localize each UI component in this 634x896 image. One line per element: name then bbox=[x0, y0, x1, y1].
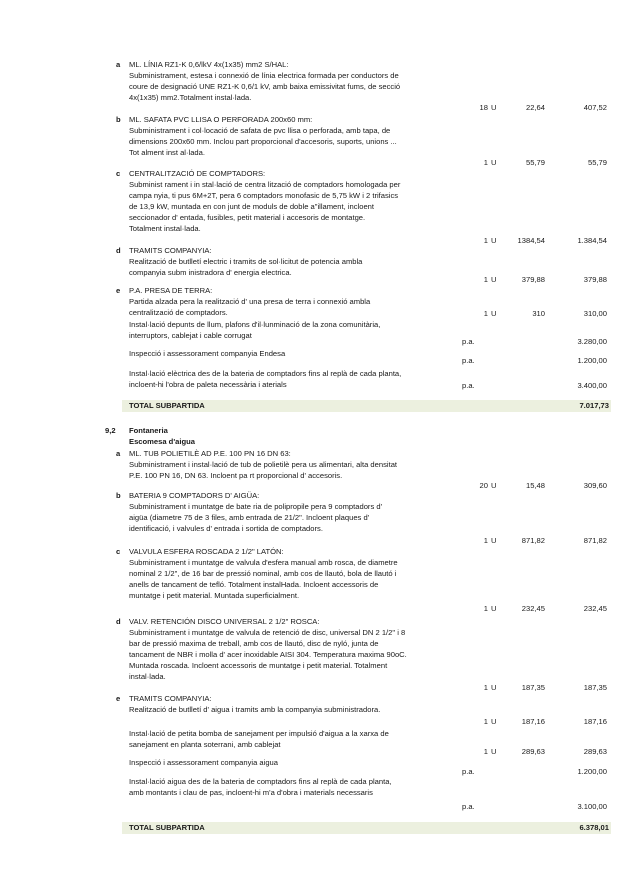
subtotal-row bbox=[122, 400, 611, 412]
subtotal-value: 7.017,73 bbox=[579, 401, 609, 410]
item-letter: a bbox=[116, 449, 121, 458]
item-unit: U bbox=[491, 236, 497, 245]
item-price: 187,35 bbox=[521, 683, 545, 692]
item-letter: e bbox=[116, 694, 121, 703]
item-unit: U bbox=[491, 717, 497, 726]
item-quantity: 1 bbox=[483, 158, 488, 167]
item-quantity: 1 bbox=[483, 536, 488, 545]
item-price: 22,64 bbox=[525, 103, 545, 112]
item-unit: U bbox=[491, 309, 497, 318]
item-desc-line: Subministrament, estesa i connexió de línia electrica formada per conductors de bbox=[129, 71, 399, 80]
item-desc-line: Muntada roscada. Incloent accessoris de muntatge i petit material. Totalment bbox=[129, 661, 388, 670]
item-desc-line: seccionador d' entada, fusibles, petit material i accesoris de montatge. bbox=[129, 213, 366, 222]
item-desc-line: dimensions 200x60 mm. Inclou part proporcional d'accesoris, suports, unions ... bbox=[129, 137, 397, 146]
pa-desc-line: Instal·lació aigua des de la bateria de comptadors fins al replà de cada planta, bbox=[129, 777, 392, 786]
section-title: Fontaneria bbox=[129, 426, 168, 435]
item-desc-line: coure de designació UNE RZ1-K 0,6/1 kV, amb baixa emissivitat fums, de secció bbox=[129, 82, 401, 91]
subtotal-label: TOTAL SUBPARTIDA bbox=[129, 823, 205, 832]
item-title: ML. TUB POLIETILÈ AD P.E. 100 PN 16 DN 63: bbox=[129, 449, 291, 458]
subtotal-label: TOTAL SUBPARTIDA bbox=[129, 401, 205, 410]
item-desc-line: Tot alment inst al·lada. bbox=[129, 148, 205, 157]
item-amount: 187,16 bbox=[583, 717, 607, 726]
item-desc-line: tancament de NBR i molla d' acer inoxidable AISI 304. Temperatura maxima 90oC. bbox=[129, 650, 407, 659]
item-desc-line: Partida alzada pera la realització d' una presa de terra i connexió ambla bbox=[129, 297, 371, 306]
item-unit: U bbox=[491, 158, 497, 167]
item-letter: c bbox=[116, 547, 121, 556]
pa-unit: p.a. bbox=[462, 337, 475, 346]
item-price: 871,82 bbox=[521, 536, 545, 545]
item-unit: U bbox=[491, 481, 497, 490]
item-price: 187,16 bbox=[521, 717, 545, 726]
item-title: VALV. RETENCIÓN DISCO UNIVERSAL 2 1/2" ROSCA: bbox=[129, 617, 320, 626]
item-desc-line: sanejament en planta soterrani, amb cablejat bbox=[129, 740, 281, 749]
item-quantity: 18 bbox=[479, 103, 488, 112]
item-desc-line: instal·lada. bbox=[129, 672, 166, 681]
item-quantity: 1 bbox=[483, 683, 488, 692]
item-desc-line: identificació, i valvules d' entrada i sortida de comptadors. bbox=[129, 524, 323, 533]
item-amount: 289,63 bbox=[583, 747, 607, 756]
item-quantity: 1 bbox=[483, 309, 488, 318]
item-desc-line: Realització de butlletí d' aigua i tramits amb la companyia subministradora. bbox=[129, 705, 381, 714]
item-amount: 379,88 bbox=[583, 275, 607, 284]
item-desc-line: Subministrament i muntatge de valvula de retenció de disc, universal DN 2 1/2" i 8 bbox=[129, 628, 406, 637]
item-letter: e bbox=[116, 286, 121, 295]
item-amount: 1.384,54 bbox=[577, 236, 607, 245]
item-amount: 232,45 bbox=[583, 604, 607, 613]
pa-desc-line: Inspecció i assessorament companyia aigua bbox=[129, 758, 279, 767]
item-letter: b bbox=[116, 491, 121, 500]
item-desc-line: bar de pressió maxima de treball, amb cos de llautó, disc de nyló, junta de bbox=[129, 639, 379, 648]
item-title: ML. LÍNIA RZ1-K 0,6/lkV 4x(1x35) mm2 S/HAL: bbox=[129, 60, 289, 69]
pa-amount: 3.400,00 bbox=[577, 381, 607, 390]
item-desc-line: aigüa (diametre 75 de 3 files, amb entrada de 21/2". Incloent plaques d' bbox=[129, 513, 370, 522]
item-desc-line: de 13,9 kW, muntada en con junt de moduls de doble a"illament, incloent bbox=[129, 202, 375, 211]
subtotal-row bbox=[122, 822, 611, 834]
item-unit: U bbox=[491, 103, 497, 112]
item-desc-line: Instal·lació de petita bomba de sanejament per impulsió d'aigua a la xarxa de bbox=[129, 729, 389, 738]
item-letter: c bbox=[116, 169, 121, 178]
section-number: 9,2 bbox=[105, 426, 116, 435]
pa-amount: 1.200,00 bbox=[577, 767, 607, 776]
item-quantity: 1 bbox=[483, 747, 488, 756]
item-desc-line: companyia subm inistradora d' energia electrica. bbox=[129, 268, 292, 277]
item-unit: U bbox=[491, 275, 497, 284]
item-desc-line: anells de tancament de tefló. Totalment instalHada. Incloent accessoris de bbox=[129, 580, 379, 589]
item-desc-line: muntatge i petit material. Muntada superficialment. bbox=[129, 591, 300, 600]
item-unit: U bbox=[491, 536, 497, 545]
item-unit: U bbox=[491, 683, 497, 692]
item-letter: a bbox=[116, 60, 121, 69]
item-desc-line: nominal 2 1/2", de 16 bar de pressió nominal, amb cos de llautó, bola de llautó i bbox=[129, 569, 397, 578]
item-amount: 407,52 bbox=[583, 103, 607, 112]
item-title: TRAMITS COMPANYIA: bbox=[129, 694, 212, 703]
item-amount: 310,00 bbox=[583, 309, 607, 318]
item-desc-line: Subministrament i col·locació de safata de pvc llisa o perforada, amb tapa, de bbox=[129, 126, 391, 135]
pa-unit: p.a. bbox=[462, 767, 475, 776]
item-letter: d bbox=[116, 617, 121, 626]
item-title: VALVULA ESFERA ROSCADA 2 1/2" LATÓN: bbox=[129, 547, 284, 556]
pa-unit: p.a. bbox=[462, 802, 475, 811]
pa-desc-line: incloent-hi l'obra de paleta necessària i aterials bbox=[129, 380, 287, 389]
item-amount: 55,79 bbox=[587, 158, 607, 167]
pa-desc-line: amb montants i clau de pas, incloent-hi m'a d'obra i materials necessaris bbox=[129, 788, 373, 797]
pa-amount: 1.200,00 bbox=[577, 356, 607, 365]
item-price: 379,88 bbox=[521, 275, 545, 284]
item-letter: d bbox=[116, 246, 121, 255]
item-quantity: 1 bbox=[483, 275, 488, 284]
item-title: TRAMITS COMPANYIA: bbox=[129, 246, 212, 255]
item-desc-line: centralització de comptadors. bbox=[129, 308, 228, 317]
item-price: 232,45 bbox=[521, 604, 545, 613]
item-quantity: 1 bbox=[483, 717, 488, 726]
item-unit: U bbox=[491, 604, 497, 613]
item-title: BATERIA 9 COMPTADORS D' AIGÜA: bbox=[129, 491, 260, 500]
item-desc-line: Subministrament i muntatge de bate ria de polipropile pera 9 comptadors d' bbox=[129, 502, 383, 511]
pa-desc-line: Instal·lació elèctrica des de la bateria de comptadors fins al replà de cada planta, bbox=[129, 369, 402, 378]
item-amount: 187,35 bbox=[583, 683, 607, 692]
item-desc-line: 4x(1x35) mm2.Totalment instal·lada. bbox=[129, 93, 252, 102]
pa-desc-line: Inspecció i assessorament companyia Endesa bbox=[129, 349, 286, 358]
pa-desc-line: interruptors, cablejat i cable corrugat bbox=[129, 331, 252, 340]
item-letter: b bbox=[116, 115, 121, 124]
pa-amount: 3.280,00 bbox=[577, 337, 607, 346]
pa-desc-line: Instal·lació depunts de llum, plafons d'il·lunminació de la zona comunitària, bbox=[129, 320, 381, 329]
item-title: CENTRALITZACIÓ DE COMPTADORS: bbox=[129, 169, 266, 178]
item-unit: U bbox=[491, 747, 497, 756]
item-price: 289,63 bbox=[521, 747, 545, 756]
item-title: P.A. PRESA DE TERRA: bbox=[129, 286, 213, 295]
item-desc-line: Totalment instal·lada. bbox=[129, 224, 201, 233]
item-price: 55,79 bbox=[525, 158, 545, 167]
pa-unit: p.a. bbox=[462, 356, 475, 365]
item-desc-line: Realització de butlletí electric i tramits de sol·licitut de potencia ambla bbox=[129, 257, 363, 266]
item-quantity: 1 bbox=[483, 236, 488, 245]
item-desc-line: Subminist rament i in stal·lació de centra lització de comptadors homologada per bbox=[129, 180, 401, 189]
item-amount: 309,60 bbox=[583, 481, 607, 490]
item-desc-line: P.E. 100 PN 16, DN 63. Incloent pa rt proporcional d' accesoris. bbox=[129, 471, 343, 480]
subtotal-value: 6.378,01 bbox=[579, 823, 609, 832]
item-desc-line: Subministrament i instal·lació de tub de polietilè pera us alimentari, alta densitat bbox=[129, 460, 398, 469]
item-quantity: 1 bbox=[483, 604, 488, 613]
item-price: 310 bbox=[532, 309, 545, 318]
item-desc-line: Subministrament i muntatge de valvula d'esfera manual amb rosca, de diametre bbox=[129, 558, 398, 567]
item-price: 15,48 bbox=[525, 481, 545, 490]
pa-amount: 3.100,00 bbox=[577, 802, 607, 811]
item-amount: 871,82 bbox=[583, 536, 607, 545]
pa-unit: p.a. bbox=[462, 381, 475, 390]
item-price: 1384,54 bbox=[517, 236, 545, 245]
section-subtitle: Escomesa d'aigua bbox=[129, 437, 195, 446]
item-desc-line: campa nyia, ti pus 6M+2T, pera 6 comptadors monofasic de 5,75 kW i 2 trifasics bbox=[129, 191, 399, 200]
item-title: ML. SAFATA PVC LLISA O PERFORADA 200x60 mm: bbox=[129, 115, 313, 124]
item-quantity: 20 bbox=[479, 481, 488, 490]
